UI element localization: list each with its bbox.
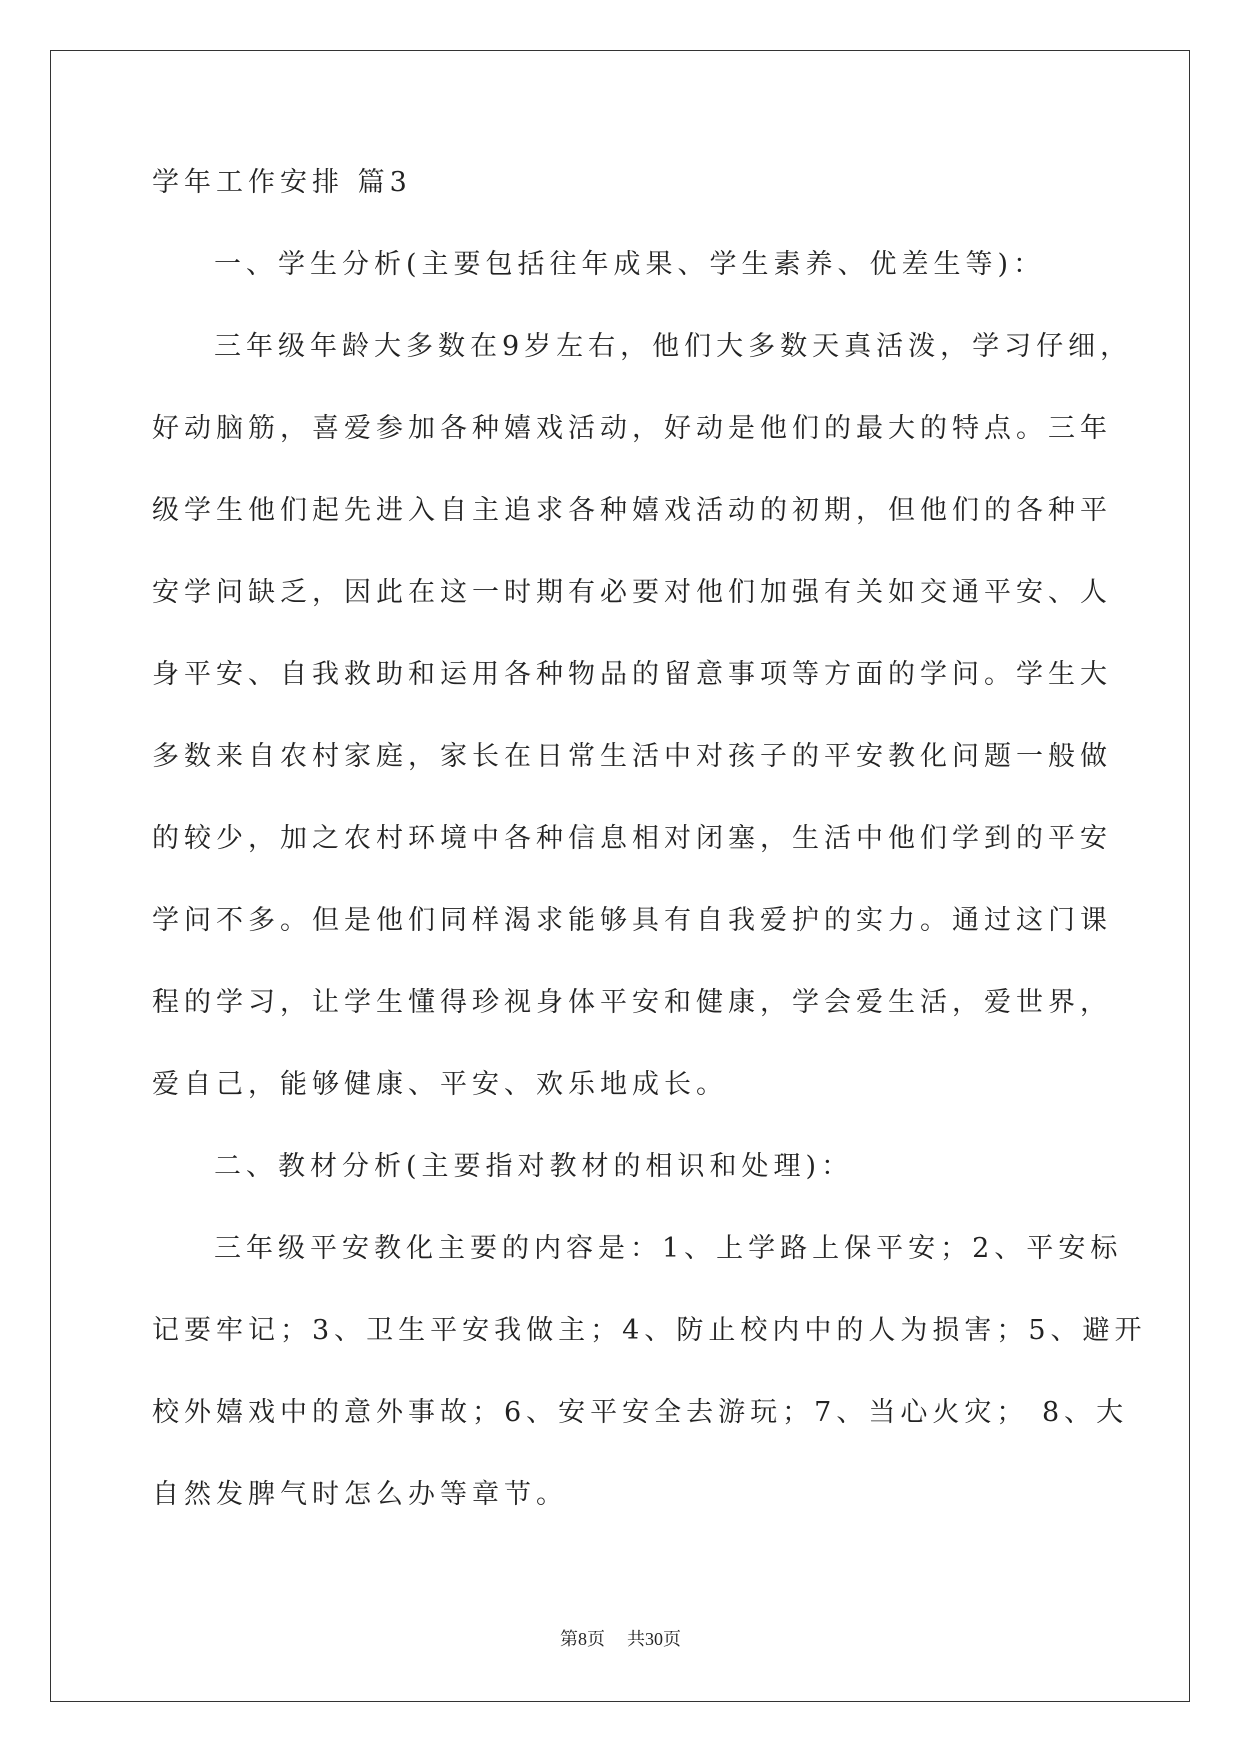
total-pages: 共30页 bbox=[627, 1629, 681, 1649]
paragraph-2-line: 记要牢记；3、卫生平安我做主；4、防止校内中的人为损害；5、避开 bbox=[152, 1315, 1147, 1346]
page-border bbox=[50, 50, 1190, 1702]
paragraph-1-line: 好动脑筋，喜爱参加各种嬉戏活动，好动是他们的最大的特点。三年 bbox=[152, 413, 1112, 444]
paragraph-1-line: 学问不多。但是他们同样渴求能够具有自我爱护的实力。通过这门课 bbox=[152, 905, 1112, 936]
document-heading: 学年工作安排 篇3 bbox=[152, 167, 412, 198]
paragraph-2-line: 校外嬉戏中的意外事故；6、安平安全去游玩；7、当心火灾； 8、大 bbox=[152, 1397, 1129, 1428]
paragraph-1-line: 程的学习，让学生懂得珍视身体平安和健康，学会爱生活，爱世界， bbox=[152, 987, 1112, 1018]
current-page-number: 第8页 bbox=[560, 1629, 605, 1649]
paragraph-2-line: 自然发脾气时怎么办等章节。 bbox=[152, 1479, 568, 1510]
paragraph-1-line: 的较少，加之农村环境中各种信息相对闭塞，生活中他们学到的平安 bbox=[152, 823, 1112, 854]
paragraph-2-line: 三年级平安教化主要的内容是：1、上学路上保平安；2、平安标 bbox=[214, 1233, 1123, 1264]
paragraph-1-line: 安学问缺乏，因此在这一时期有必要对他们加强有关如交通平安、人 bbox=[152, 577, 1112, 608]
paragraph-1-line: 级学生他们起先进入自主追求各种嬉戏活动的初期，但他们的各种平 bbox=[152, 495, 1112, 526]
paragraph-1-line: 多数来自农村家庭，家长在日常生活中对孩子的平安教化问题一般做 bbox=[152, 741, 1112, 772]
section-2-title: 二、教材分析(主要指对教材的相识和处理)： bbox=[214, 1151, 854, 1182]
page-footer bbox=[0, 1627, 1241, 1652]
paragraph-1-line: 三年级年龄大多数在9岁左右，他们大多数天真活泼，学习仔细， bbox=[214, 331, 1133, 362]
section-1-title: 一、学生分析(主要包括往年成果、学生素养、优差生等)： bbox=[214, 249, 1046, 280]
paragraph-1-line: 爱自己，能够健康、平安、欢乐地成长。 bbox=[152, 1069, 728, 1100]
paragraph-1-line: 身平安、自我救助和运用各种物品的留意事项等方面的学问。学生大 bbox=[152, 659, 1112, 690]
